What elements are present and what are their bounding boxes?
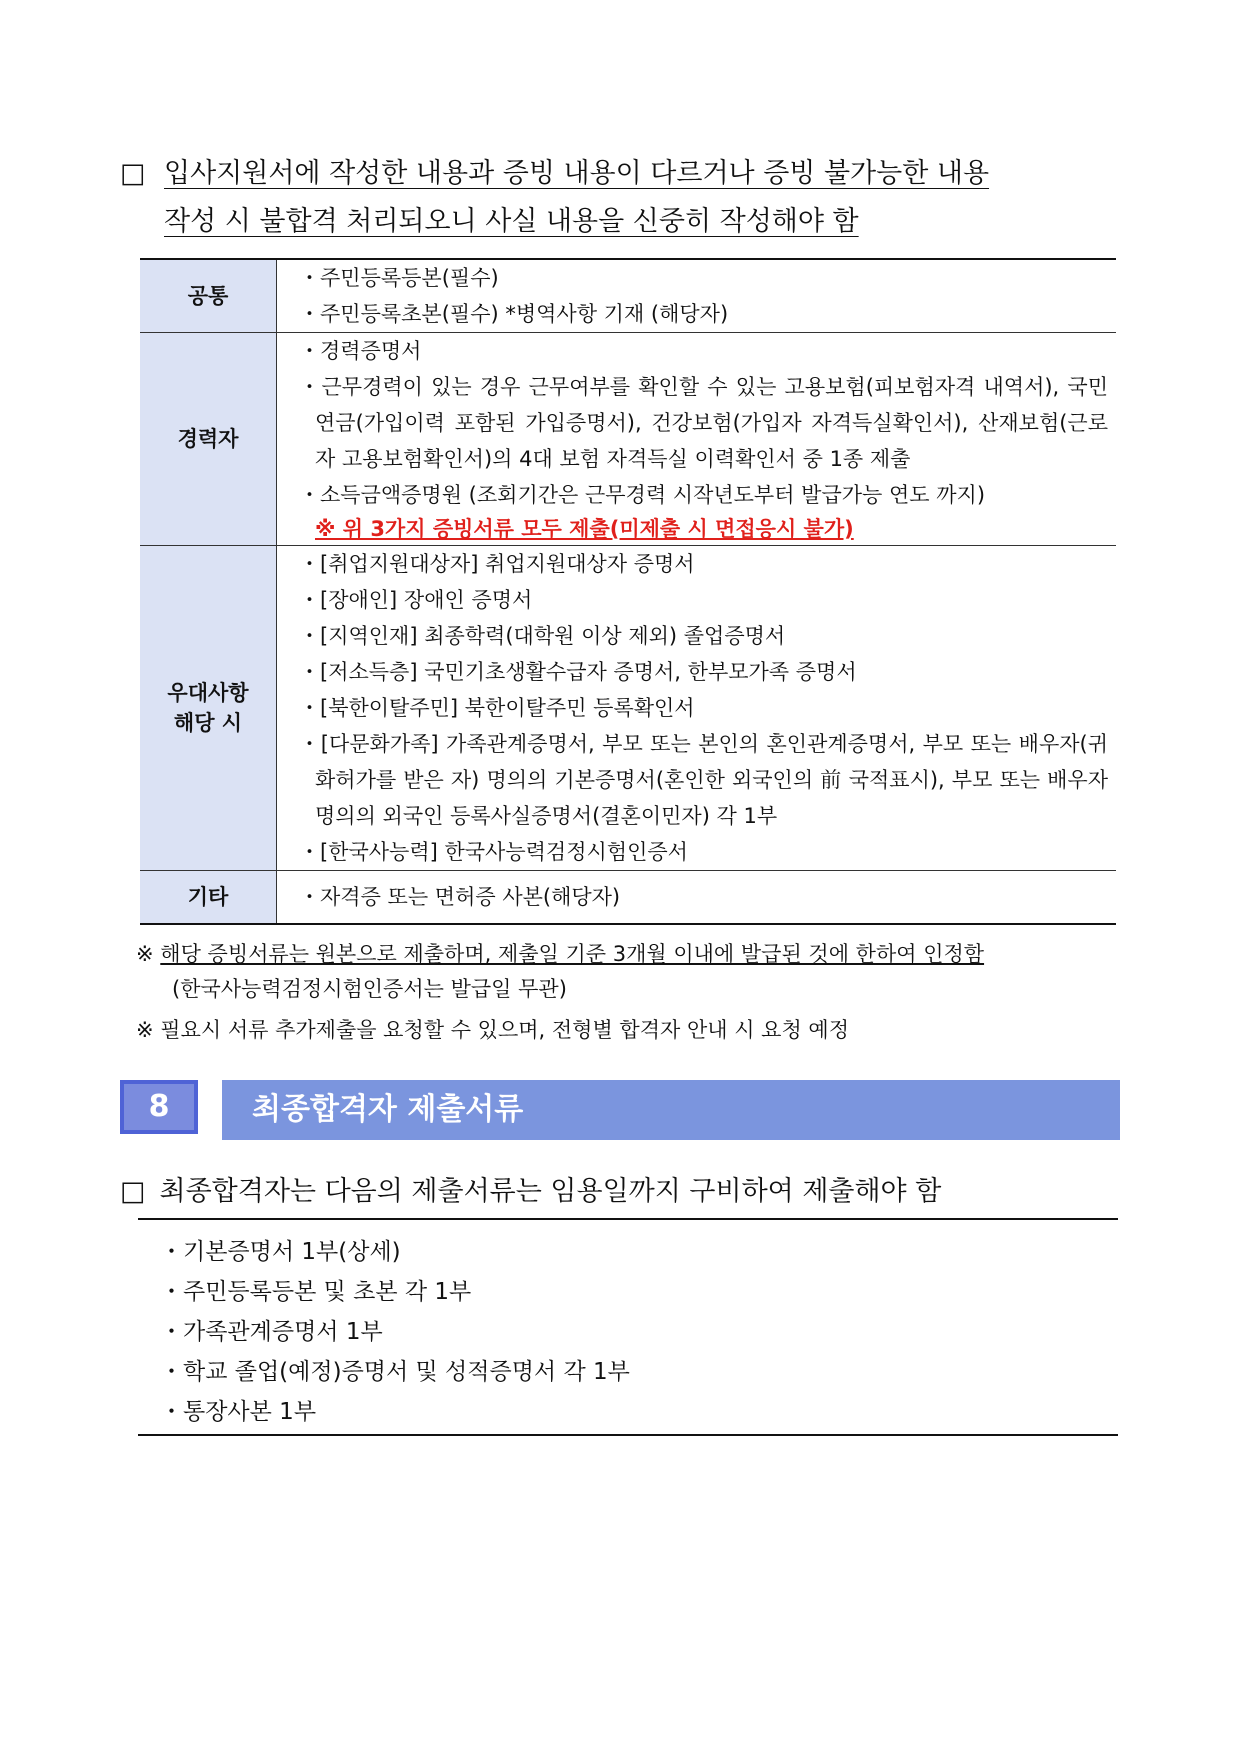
section-title: 최종합격자 제출서류 — [252, 1092, 524, 1127]
category-cell: 공통 — [140, 259, 277, 333]
final-heading-text: 최종합격자는 다음의 제출서류는 임용일까지 구비하여 제출해야 함 — [159, 1176, 942, 1207]
notice-line-1: 입사지원서에 작성한 내용과 증빙 내용이 다르거나 증빙 불가능한 내용 — [164, 158, 990, 189]
items-cell — [277, 546, 1117, 871]
list-item: ・통장사본 1부 — [160, 1399, 317, 1425]
list-item: ・가족관계증명서 1부 — [160, 1319, 383, 1345]
items-cell — [277, 333, 1117, 546]
list-item: ・경력증명서 — [299, 339, 422, 363]
list-item: ・자격증 또는 면허증 사본(해당자) — [299, 885, 621, 909]
list-item: ・주민등록등본 및 초본 각 1부 — [160, 1279, 472, 1305]
note-1-sub: (한국사능력검정시험인증서는 발급일 무관) — [172, 977, 567, 1001]
reference-mark: ※ — [136, 1018, 154, 1042]
list-item: ・[다문화가족] 가족관계증명서, 부모 또는 본인의 혼인관계증명서, 부모 또는 배우자(귀화허가를 받은 자) 명의의 기본증명서(혼인한 외국인의 前 국적표시), 부모 또는 배우자 명의의 외국인 등록사실증명서(결혼이민자) 각 1부 — [299, 732, 1108, 828]
section-number: 8 — [120, 1080, 198, 1134]
list-item: ・[한국사능력] 한국사능력검정시험인증서 — [299, 840, 688, 864]
warning-text: ※ 위 3가지 증빙서류 모두 제출(미제출 시 면접응시 불가) — [315, 517, 854, 541]
list-item: ・근무경력이 있는 경우 근무여부를 확인할 수 있는 고용보험(피보험자격 내역서), 국민연금(가입이력 포함된 가입증명서), 건강보험(가입자 자격득실확인서), 산재보험(근로자 고용보험확인서)의 4대 보험 자격득실 이력확인서 중 1종 제출 — [299, 375, 1108, 471]
table-row-common — [140, 259, 1116, 333]
note-2 — [136, 1012, 1126, 1048]
items-cell — [277, 871, 1117, 925]
list-item: ・[북한이탈주민] 북한이탈주민 등록확인서 — [299, 696, 695, 720]
reference-mark: ※ — [136, 942, 154, 966]
category-line: 해당 시 — [173, 711, 243, 735]
category-line: 우대사항 — [167, 681, 249, 705]
notice-block — [120, 150, 1120, 246]
list-item: ・소득금액증명원 (조회기간은 근무경력 시작년도부터 발급가능 연도 까지) — [299, 483, 986, 507]
note-1 — [136, 936, 1126, 972]
list-item: ・[저소득층] 국민기초생활수급자 증명서, 한부모가족 증명서 — [299, 660, 857, 684]
checkbox-icon: □ — [120, 1176, 146, 1207]
list-item: ・주민등록등본(필수) — [299, 266, 499, 290]
category-cell: 기타 — [140, 871, 277, 925]
table-row-preference — [140, 546, 1116, 871]
category-cell: 경력자 — [140, 333, 277, 546]
note-text: 필요시 서류 추가제출을 요청할 수 있으며, 전형별 합격자 안내 시 요청 예정 — [160, 1018, 849, 1042]
list-item: ・[취업지원대상자] 취업지원대상자 증명서 — [299, 552, 695, 576]
category-cell — [140, 546, 277, 871]
list-item: ・주민등록초본(필수) *병역사항 기재 (해당자) — [299, 302, 729, 326]
list-item: ・[장애인] 장애인 증명서 — [299, 588, 533, 612]
note-text: 해당 증빙서류는 원본으로 제출하며, 제출일 기준 3개월 이내에 발급된 것에 한하여 인정함 — [160, 942, 985, 966]
items-cell — [277, 259, 1117, 333]
list-item: ・학교 졸업(예정)증명서 및 성적증명서 각 1부 — [160, 1359, 630, 1385]
checkbox-icon: □ — [120, 158, 146, 189]
final-heading — [120, 1168, 941, 1216]
notice-line-2: 작성 시 불합격 처리되오니 사실 내용을 신중히 작성해야 함 — [164, 206, 859, 237]
list-item: ・[지역인재] 최종학력(대학원 이상 제외) 졸업증명서 — [299, 624, 786, 648]
table-row-experienced — [140, 333, 1116, 546]
required-documents-table — [140, 258, 1116, 925]
list-item: ・기본증명서 1부(상세) — [160, 1239, 401, 1265]
final-documents-box — [138, 1218, 1118, 1436]
table-row-other — [140, 871, 1116, 925]
notes-block — [136, 936, 1126, 1048]
